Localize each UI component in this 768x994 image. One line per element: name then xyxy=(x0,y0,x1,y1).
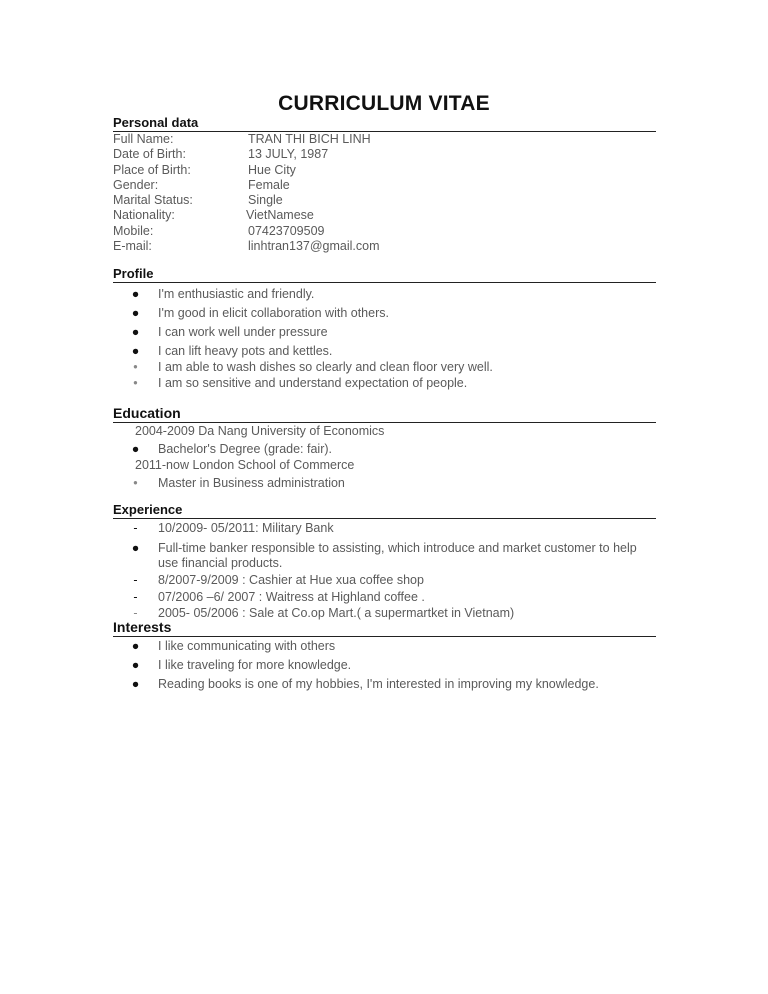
field-value: VietNamese xyxy=(246,208,314,223)
list-item xyxy=(113,476,656,491)
list-item-text: I'm enthusiastic and friendly. xyxy=(158,287,315,301)
list-item xyxy=(113,306,656,321)
full-name-row xyxy=(113,132,656,147)
field-value: 07423709509 xyxy=(248,223,325,238)
education-heading: Education xyxy=(113,405,656,423)
list-item-text: I like traveling for more knowledge. xyxy=(158,658,352,672)
list-item-text: Bachelor's Degree (grade: fair). xyxy=(158,442,332,456)
field-value: 13 JULY, 1987 xyxy=(248,147,329,162)
list-item xyxy=(113,376,656,391)
gender-row xyxy=(113,178,656,193)
list-item xyxy=(113,573,656,588)
list-item-text: Master in Business administration xyxy=(158,476,345,490)
bullet-icon: ● xyxy=(131,287,140,301)
field-label: Place of Birth: xyxy=(113,162,191,177)
personal-data-section xyxy=(113,116,656,254)
bullet-icon: ● xyxy=(131,677,140,691)
field-value: TRAN THI BICH LINH xyxy=(248,132,371,146)
field-value: Hue City xyxy=(248,162,296,177)
dash-icon: - xyxy=(133,606,138,620)
bullet-icon: ● xyxy=(131,442,140,456)
list-item xyxy=(113,590,656,605)
dash-icon: - xyxy=(133,521,138,535)
bullet-icon: • xyxy=(133,360,138,374)
list-item-text: 07/2006 –6/ 2007 : Waitress at Highland coffee . xyxy=(158,590,425,604)
list-item-text: 2005- 05/2006 : Sale at Co.op Mart.( a supermartket in Vietnam) xyxy=(158,606,515,620)
list-item xyxy=(113,344,656,359)
list-item-text: I can lift heavy pots and kettles. xyxy=(158,344,333,358)
list-item xyxy=(113,639,656,654)
date-of-birth-row xyxy=(113,147,656,162)
list-item-text: I am so sensitive and understand expectation of people. xyxy=(158,376,468,390)
bullet-icon: ● xyxy=(131,541,140,555)
field-label: Date of Birth: xyxy=(113,147,186,162)
list-item-text: 8/2007-9/2009 : Cashier at Hue xua coffee shop xyxy=(158,573,424,587)
personal-data-heading: Personal data xyxy=(113,116,656,132)
field-label: Marital Status: xyxy=(113,193,193,208)
profile-heading: Profile xyxy=(113,267,656,283)
dash-icon: - xyxy=(133,573,138,587)
education-school: 2004-2009 Da Nang University of Economics xyxy=(135,424,385,438)
list-item xyxy=(113,442,656,457)
list-item xyxy=(113,325,656,340)
bullet-icon: • xyxy=(133,476,138,490)
list-item xyxy=(113,287,656,302)
mobile-row xyxy=(113,224,656,239)
nationality-row xyxy=(113,208,656,223)
list-item-text: 10/2009- 05/2011: Military Bank xyxy=(158,521,334,535)
education-school: 2011-now London School of Commerce xyxy=(135,458,355,472)
field-label: E-mail: xyxy=(113,239,152,254)
email-row xyxy=(113,239,656,254)
field-label: Mobile: xyxy=(113,223,154,238)
list-item-text: I like communicating with others xyxy=(158,639,336,653)
marital-status-row xyxy=(113,193,656,208)
bullet-icon: ● xyxy=(131,658,140,672)
field-label: Gender: xyxy=(113,177,159,192)
field-value: Single xyxy=(248,193,283,208)
document-title: CURRICULUM VITAE xyxy=(278,92,490,115)
list-item-text: Reading books is one of my hobbies, I'm interested in improving my knowledge. xyxy=(158,677,599,691)
list-item xyxy=(113,677,656,692)
dash-icon: - xyxy=(133,590,138,604)
interests-section xyxy=(113,619,656,692)
bullet-icon: ● xyxy=(131,306,140,320)
field-label: Full Name: xyxy=(113,132,174,146)
list-item xyxy=(113,360,656,375)
list-item-text: I am able to wash dishes so clearly and clean floor very well. xyxy=(158,360,493,374)
field-value: linhtran137@gmail.com xyxy=(248,239,380,254)
experience-heading: Experience xyxy=(113,503,656,519)
field-label: Nationality: xyxy=(113,208,175,223)
education-section xyxy=(113,405,656,491)
list-item xyxy=(113,541,656,571)
experience-section xyxy=(113,503,656,621)
bullet-icon: • xyxy=(133,376,138,390)
list-item-text: I can work well under pressure xyxy=(158,325,328,339)
profile-section xyxy=(113,267,656,391)
place-of-birth-row xyxy=(113,163,656,178)
bullet-icon: ● xyxy=(131,325,140,339)
field-value: Female xyxy=(248,177,290,192)
bullet-icon: ● xyxy=(131,344,140,358)
bullet-icon: ● xyxy=(131,639,140,653)
list-item-text: I'm good in elicit collaboration with others. xyxy=(158,306,389,320)
list-item xyxy=(113,521,656,536)
interests-heading: Interests xyxy=(113,619,656,637)
list-item xyxy=(113,658,656,673)
list-item-text: Full-time banker responsible to assisting, which introduce and market customer to help use financial products. xyxy=(158,541,637,570)
